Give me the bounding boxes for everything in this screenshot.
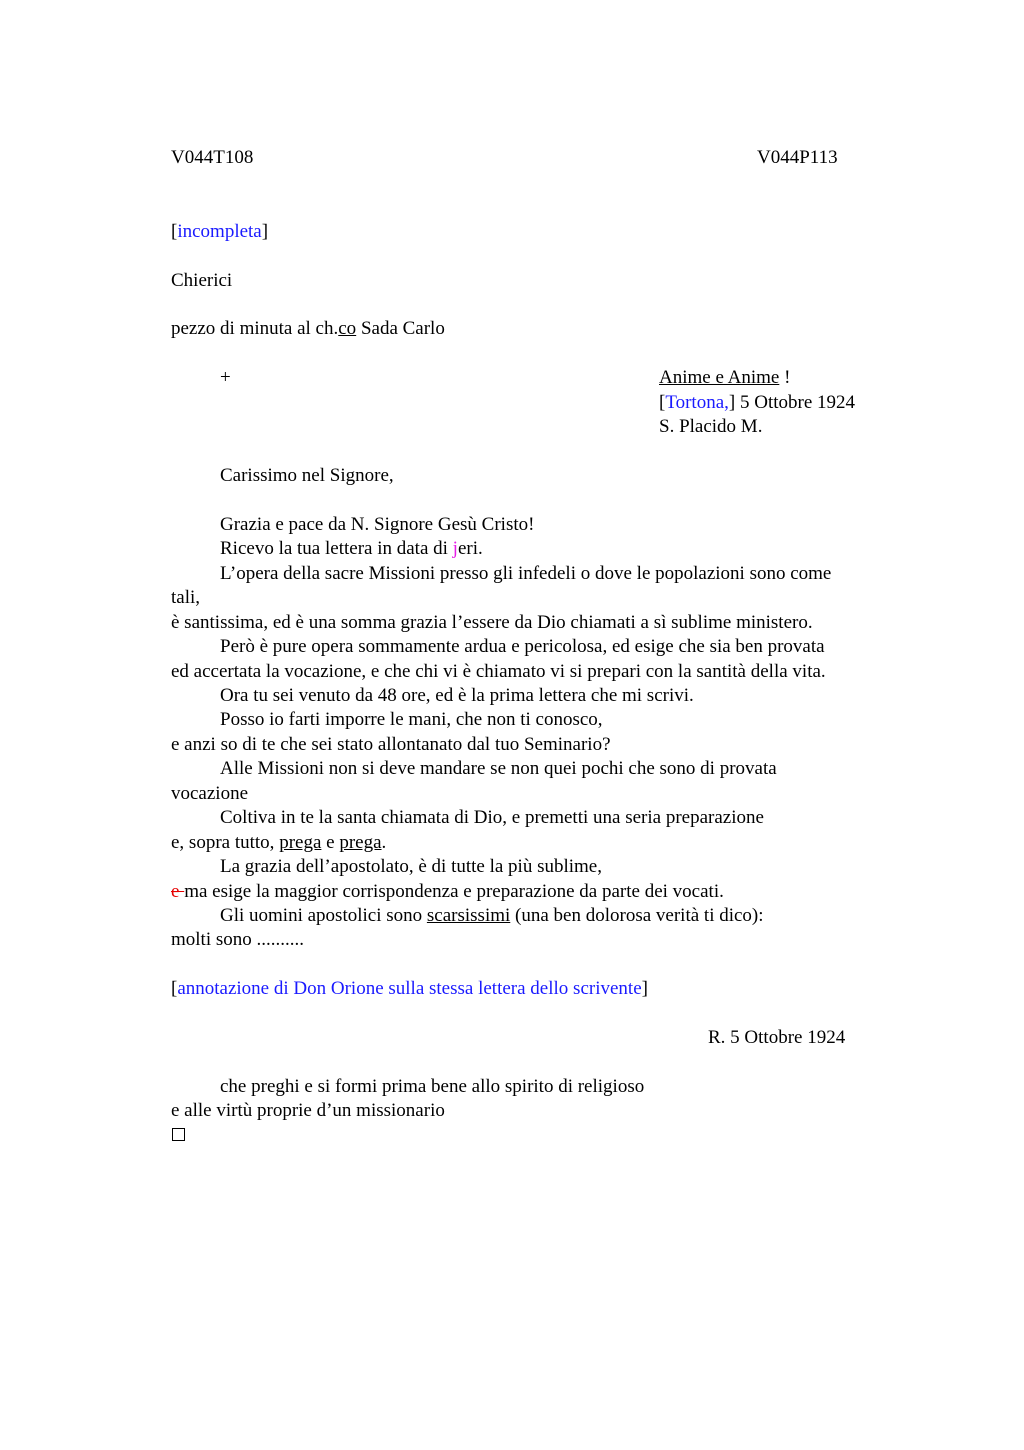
draft-subtitle: pezzo di minuta al ch.co Sada Carlo [171, 318, 445, 339]
reply-date: R. 5 Ottobre 1924 [708, 1027, 846, 1048]
letter-line: Gli uomini apostolici sono scarsissimi (una ben dolorosa verità ti dico): [220, 905, 764, 926]
salutation: Carissimo nel Signore, [220, 465, 394, 486]
struck-deletion: e [171, 881, 185, 902]
letter-line: è santissima, ed è una somma grazia l’essere da Dio chiamati a sì sublime ministero. [171, 612, 813, 633]
incomplete-note: [incompleta] [171, 221, 269, 242]
letter-line: Posso io farti imporre le mani, che non ti conosco, [220, 709, 603, 730]
letter-line: Ora tu sei venuto da 48 ore, ed è la prima lettera che mi scrivi. [220, 685, 694, 706]
annotation-line: che preghi e si formi prima bene allo spirito di religioso [220, 1076, 645, 1097]
header-left-code: V044T108 [171, 147, 254, 168]
annotation-label: annotazione di Don Orione sulla stessa lettera dello scrivente [177, 978, 642, 999]
letter-line: ed accertata la vocazione, e che chi vi è chiamato vi si prepari con la santità della vita. [171, 661, 826, 682]
letter-line: vocazione [171, 783, 249, 804]
saint-day: S. Placido M. [659, 416, 763, 437]
header-right-code: V044P113 [757, 147, 838, 168]
letter-line: tali, [171, 587, 201, 608]
document-page [171, 0, 891, 1450]
annotation-heading: [annotazione di Don Orione sulla stessa lettera dello scrivente] [171, 978, 648, 999]
place-name: Tortona, [665, 392, 729, 413]
emphasis-underlined: prega [339, 832, 382, 853]
motto-line: Anime e Anime ! [659, 367, 791, 388]
annotation-line: e alle virtù proprie d’un missionario [171, 1100, 445, 1121]
correction-mark: j [452, 538, 458, 559]
letter-line: Però è pure opera sommamente ardua e pericolosa, ed esige che sia ben provata [220, 636, 825, 657]
letter-line: molti sono .......... [171, 929, 305, 950]
letter-line: e ma esige la maggior corrispondenza e preparazione da parte dei vocati. [171, 881, 724, 902]
cross-symbol: + [220, 367, 231, 388]
letter-line: Coltiva in te la santa chiamata di Dio, e premetti una seria preparazione [220, 807, 764, 828]
motto-underlined: Anime e Anime [659, 367, 780, 388]
letter-line: e anzi so di te che sei stato allontanato dal tuo Seminario? [171, 734, 611, 755]
letter-line: La grazia dell’apostolato, è di tutte la più sublime, [220, 856, 602, 877]
abbrev-superscript: co [338, 318, 357, 339]
end-mark-box-icon [172, 1128, 185, 1141]
place-date-line: [Tortona,] 5 Ottobre 1924 [659, 392, 856, 413]
incomplete-label: incompleta [177, 221, 262, 242]
letter-line: e, sopra tutto, prega e prega. [171, 832, 387, 853]
letter-line: Alle Missioni non si deve mandare se non quei pochi che sono di provata [220, 758, 777, 779]
category-label: Chierici [171, 270, 233, 291]
letter-line: L’opera della sacre Missioni presso gli infedeli o dove le popolazioni sono come [220, 563, 832, 584]
emphasis-underlined: scarsissimi [426, 905, 511, 926]
emphasis-underlined: prega [279, 832, 322, 853]
letter-line: Ricevo la tua lettera in data di jeri. [220, 538, 483, 559]
letter-line: Grazia e pace da N. Signore Gesù Cristo! [220, 514, 535, 535]
